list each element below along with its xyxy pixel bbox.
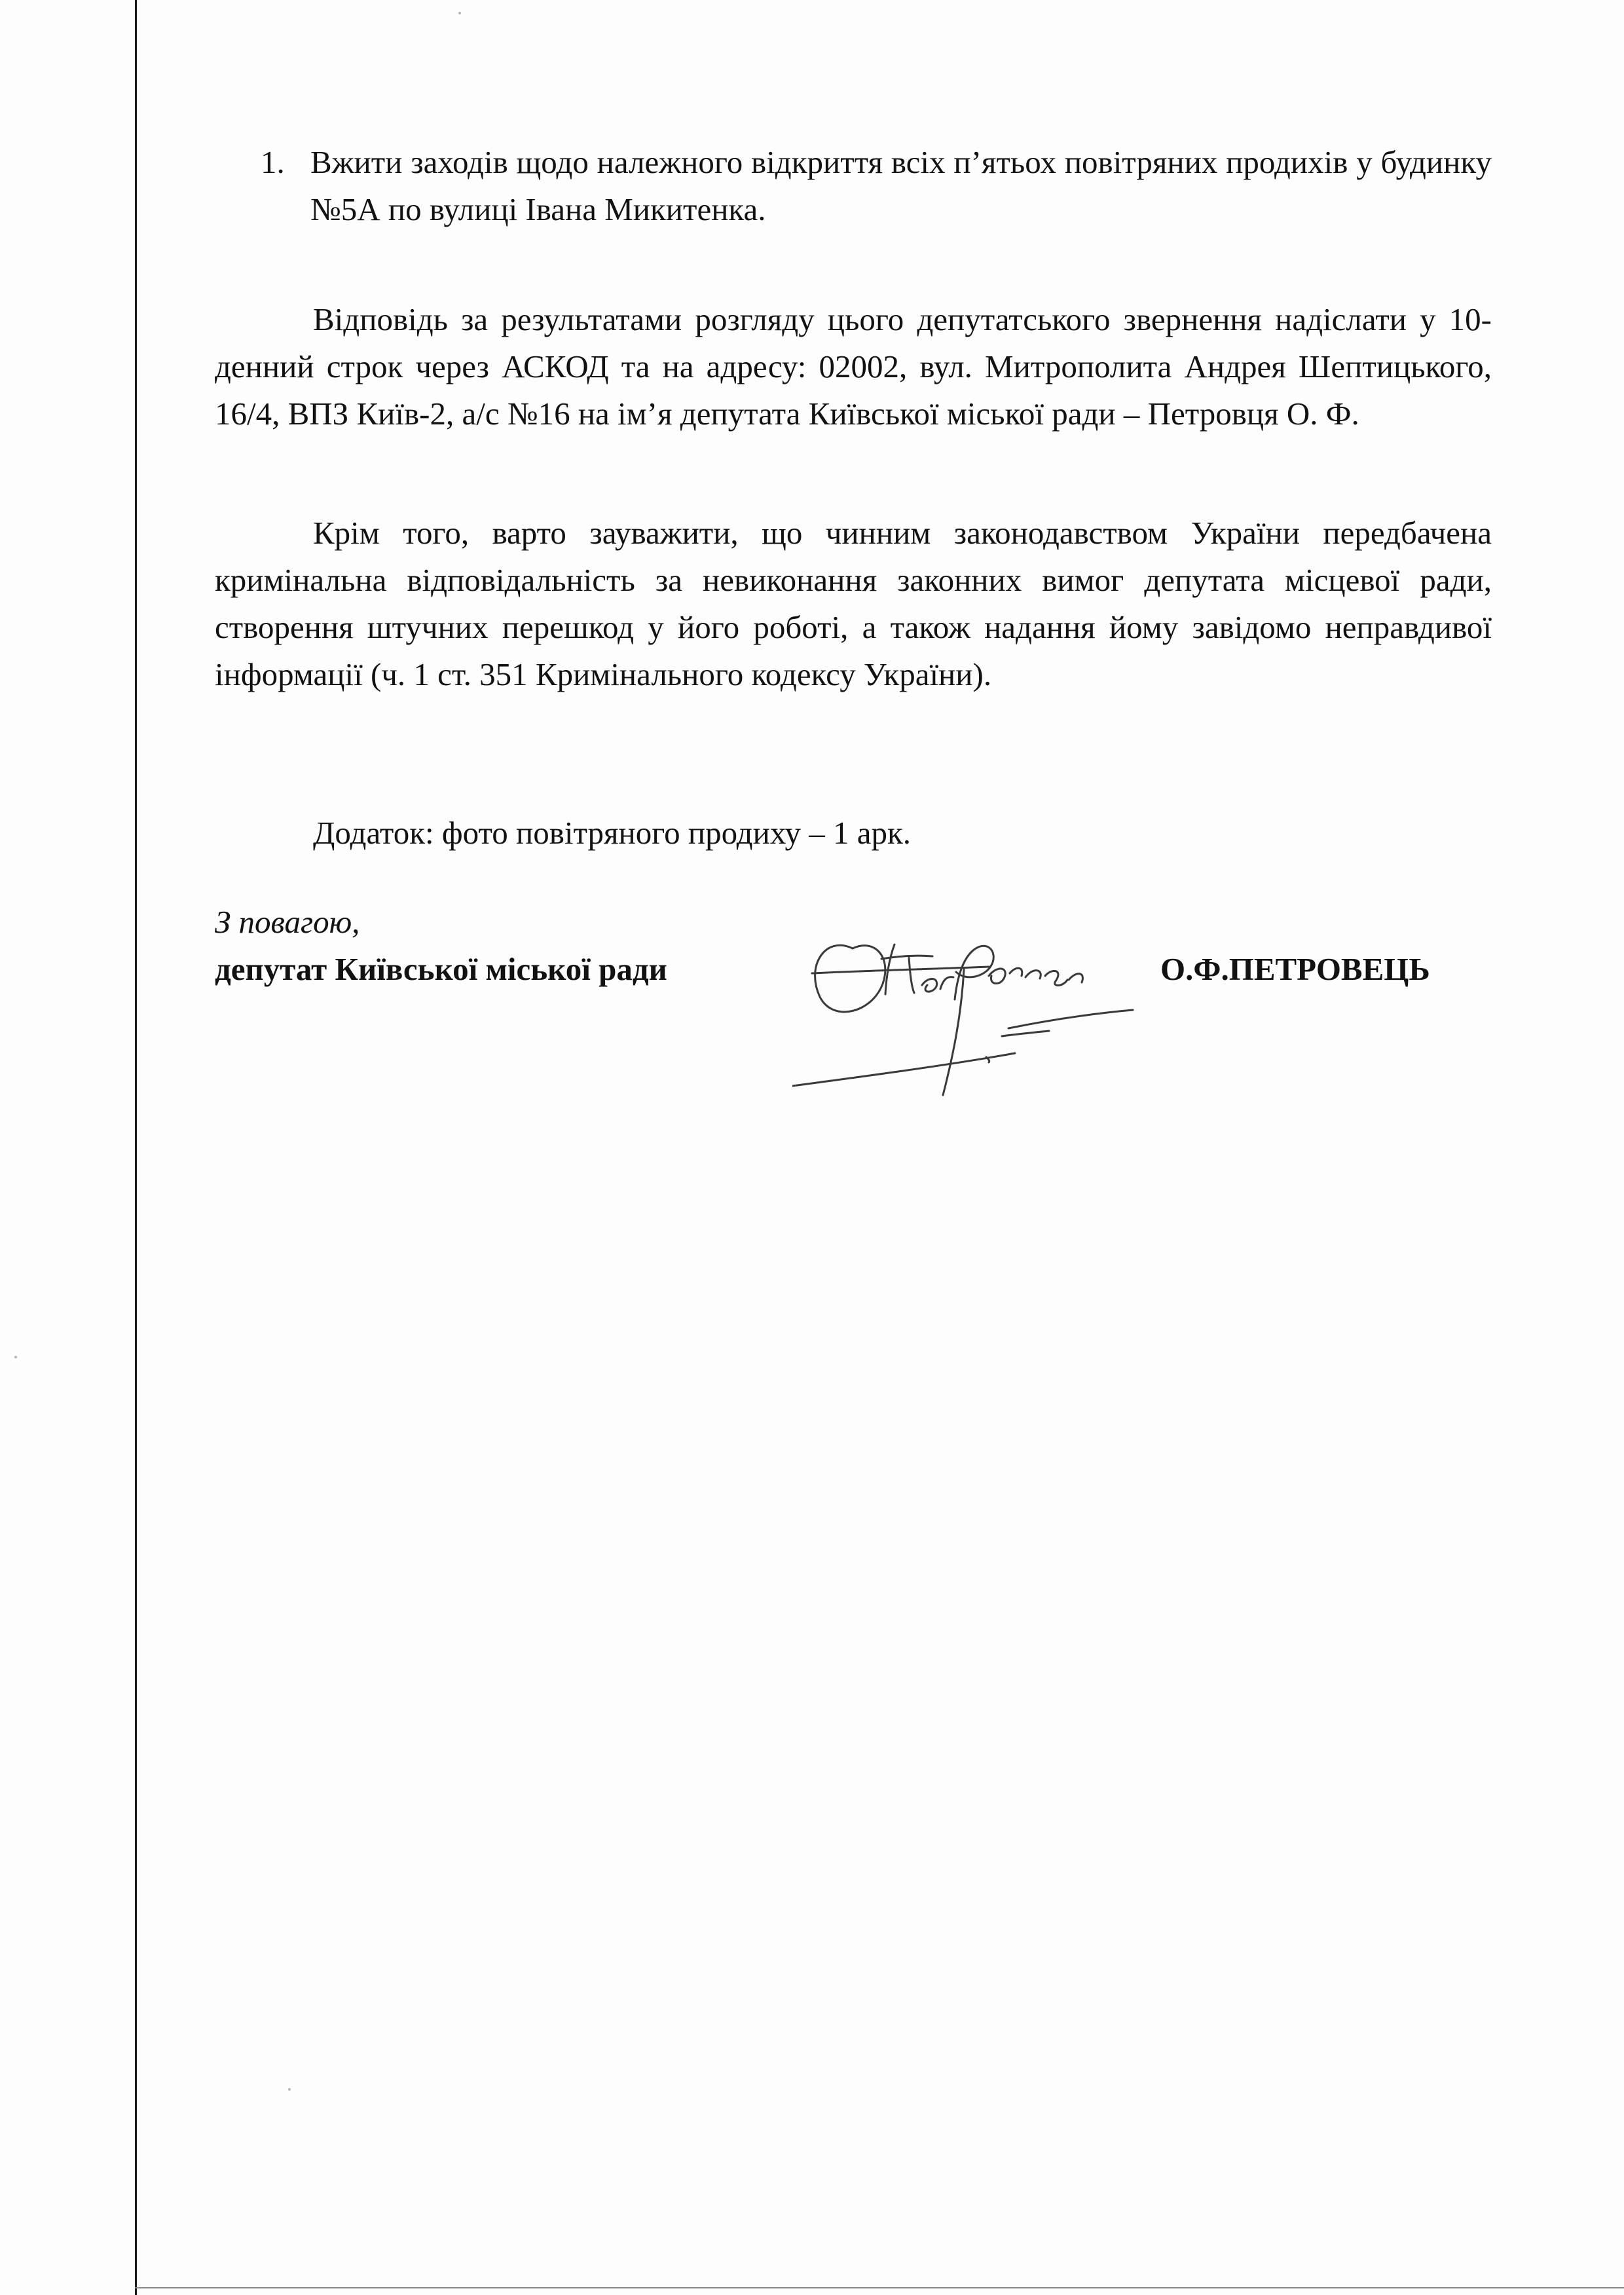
signer-position: депутат Київської міської ради	[215, 951, 667, 987]
closing-phrase: З повагою,	[215, 904, 360, 940]
numbered-list-item	[261, 139, 1492, 233]
list-item-text: Вжити заходів щодо належного відкриття всіх п’ятьох повітряних продихів у будинку №5А по вулиці Івана Микитенка.	[310, 144, 1492, 227]
scan-speck	[14, 1356, 17, 1358]
scan-speck	[458, 12, 461, 14]
signer-name: О.Ф.ПЕТРОВЕЦЬ	[1160, 951, 1430, 987]
handwritten-signature	[792, 884, 1159, 1113]
bottom-edge-line	[135, 2287, 1624, 2288]
liability-paragraph: Крім того, варто зауважити, що чинним законодавством України передбачена кримінальна відповідальність за невиконання законних вимог депутата місцевої ради, створення штучних перешкод у його роботі, а також надання йому завідомо неправдивої інформації (ч. 1 ст. 351 Кримінального кодексу України).	[215, 515, 1492, 692]
list-item-number: 1.	[261, 144, 285, 180]
scan-speck	[288, 2088, 291, 2091]
appendix-line: Додаток: фото повітряного продиху – 1 арк.	[313, 815, 912, 851]
left-margin-line	[135, 0, 137, 2295]
response-paragraph: Відповідь за результатами розгляду цього депутатського звернення надіслати у 10-денний строк через АСКОД та на адресу: 02002, вул. Митрополита Андрея Шептицького, 16/4, ВПЗ Київ-2, а/с №16 на ім’я депутата Київської міської ради – Петровця О. Ф.	[215, 301, 1492, 432]
